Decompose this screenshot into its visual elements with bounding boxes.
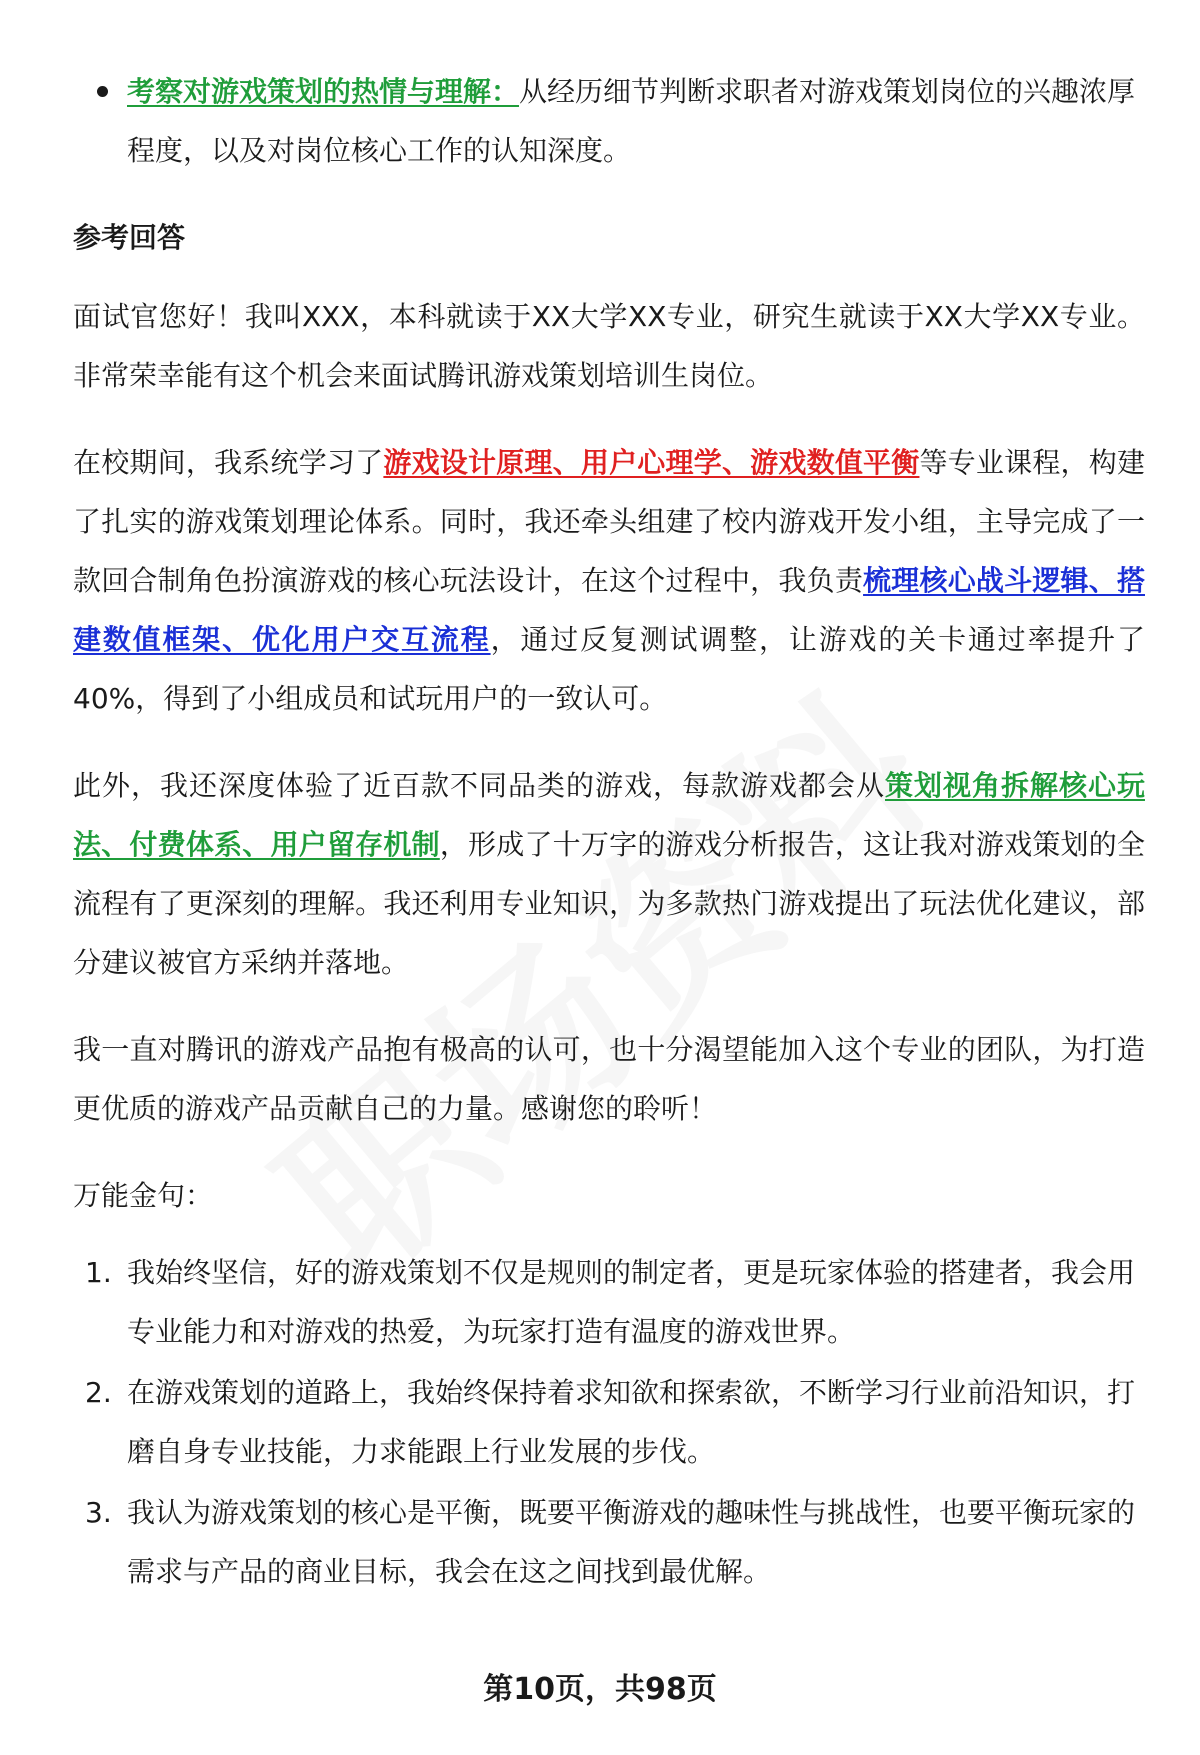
golden-sentence-item: [73, 1243, 1145, 1361]
page-number: 第10页，共98页: [483, 1672, 717, 1707]
list-number: 2.: [85, 1376, 112, 1409]
paragraph-experience-text-a: 此外，我还深度体验了近百款不同品类的游戏，每款游戏都会从: [73, 769, 885, 802]
bullet-text: 从经历细节判断求职者对游戏策划岗位的兴趣浓厚程度，以及对岗位核心工作的认知深度。: [127, 75, 1136, 167]
bullet-dot-icon: [97, 86, 108, 97]
highlight-analysis: 策划视角拆解核心玩法、付费体系、用户留存机制: [73, 769, 1145, 861]
paragraph-experience-text-b: ，形成了十万字的游戏分析报告，这让我对游戏策划的全流程有了更深刻的理解。我还利用专业知识，为多款热门游戏提出了玩法优化建议，部分建议被官方采纳并落地。: [73, 828, 1145, 979]
paragraph-intro: [73, 287, 1145, 405]
golden-sentences-label: 万能金句：: [73, 1179, 214, 1212]
list-number: 3.: [85, 1496, 112, 1529]
highlight-responsibilities: 梳理核心战斗逻辑、搭建数值框架、优化用户交互流程: [73, 564, 1145, 656]
document-body: [73, 62, 1145, 1603]
paragraph-school-text-a: 在校期间，我系统学习了: [73, 446, 384, 479]
golden-sentence-item: [73, 1483, 1145, 1601]
section-title: 参考回答: [73, 221, 186, 254]
paragraph-school-text-c: ，通过反复测试调整，让游戏的关卡通过率提升了40%，得到了小组成员和试玩用户的一致认可。: [73, 623, 1145, 715]
paragraph-school-text-b: 等专业课程，构建了扎实的游戏策划理论体系。同时，我还牵头组建了校内游戏开发小组，主导完成了一款回合制角色扮演游戏的核心玩法设计，在这个过程中，我负责: [73, 446, 1145, 597]
golden-sentence-item: [73, 1363, 1145, 1481]
list-number: 1.: [85, 1256, 112, 1289]
paragraph-intro-text: 面试官您好！我叫XXX，本科就读于XX大学XX专业，研究生就读于XX大学XX专业。非常荣幸能有这个机会来面试腾讯游戏策划培训生岗位。: [73, 300, 1145, 392]
bullet-highlight: 考察对游戏策划的热情与理解：: [127, 75, 520, 108]
highlight-courses: 游戏设计原理、用户心理学、游戏数值平衡: [383, 446, 920, 479]
golden-sentence-text: 我始终坚信，好的游戏策划不仅是规则的制定者，更是玩家体验的搭建者，我会用专业能力和对游戏的热爱，为玩家打造有温度的游戏世界。: [127, 1256, 1136, 1348]
golden-sentence-text: 在游戏策划的道路上，我始终保持着求知欲和探索欲，不断学习行业前沿知识，打磨自身专业技能，力求能跟上行业发展的步伐。: [127, 1376, 1136, 1468]
paragraph-closing: [73, 1020, 1145, 1138]
paragraph-school: [73, 433, 1145, 728]
paragraph-experience: [73, 756, 1145, 992]
bullet-item: [73, 62, 1145, 180]
paragraph-closing-text: 我一直对腾讯的游戏产品抱有极高的认可，也十分渴望能加入这个专业的团队，为打造更优质的游戏产品贡献自己的力量。感谢您的聆听！: [73, 1033, 1145, 1125]
golden-sentence-text: 我认为游戏策划的核心是平衡，既要平衡游戏的趣味性与挑战性，也要平衡玩家的需求与产品的商业目标，我会在这之间找到最优解。: [127, 1496, 1136, 1588]
